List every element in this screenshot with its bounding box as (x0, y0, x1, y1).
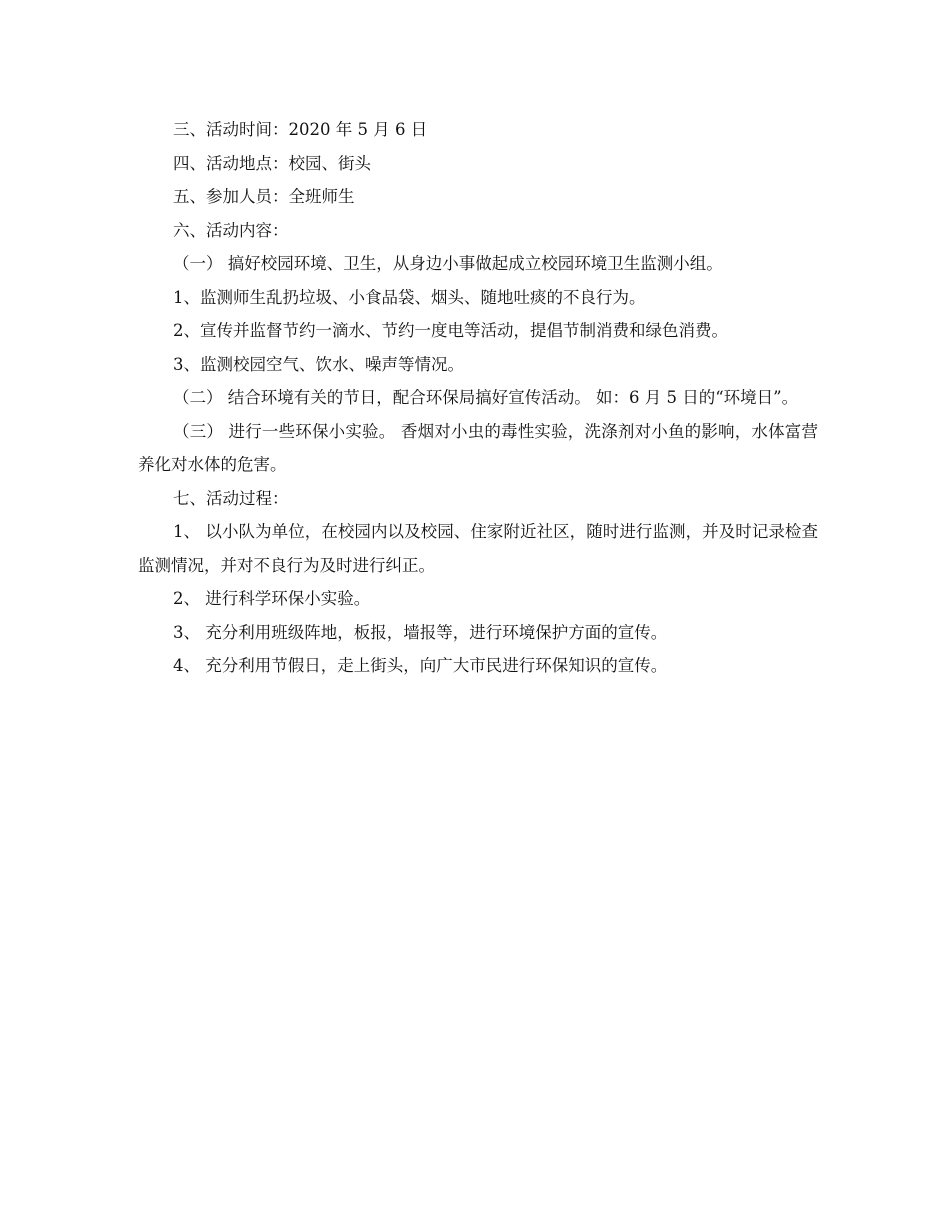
activity-time-line: 三、活动时间：2020 年 5 月 6 日 (173, 120, 428, 139)
content-item-1: （一） 搞好校园环境、卫生，从身边小事做起成立校园环境卫生监测小组。 (173, 254, 723, 273)
content-subitem-3: 3、监测校园空气、饮水、噪声等情况。 (173, 354, 464, 374)
activity-location-line: 四、活动地点：校园、街头 (173, 153, 371, 173)
activity-process-heading: 七、活动过程： (173, 488, 289, 508)
activity-content-heading: 六、活动内容： (173, 220, 289, 240)
content-item-3: （三） 进行一些环保小实验。 香烟对小虫的毒性实验，洗涤剂对小鱼的影响，水体富营养化对水体的危害。 (138, 421, 818, 474)
content-item-2: （二） 结合环境有关的节日，配合环保局搞好宣传活动。 如：6 月 5 日的“环境日”。 (173, 388, 799, 407)
process-step-2: 2、 进行科学环保小实验。 (173, 589, 371, 608)
document-body (138, 113, 818, 683)
process-step-1: 1、 以小队为单位，在校园内以及校园、住家附近社区，随时进行监测，并及时记录检查监测情况，并对不良行为及时进行纠正。 (138, 522, 818, 575)
participants-line: 五、参加人员：全班师生 (173, 187, 355, 206)
process-step-3: 3、 充分利用班级阵地，板报，墙报等，进行环境保护方面的宣传。 (173, 622, 668, 642)
process-step-4: 4、 充分利用节假日，走上街头，向广大市民进行环保知识的宣传。 (173, 656, 668, 675)
content-subitem-2: 2、宣传并监督节约一滴水、节约一度电等活动，提倡节制消费和绿色消费。 (173, 321, 728, 340)
content-subitem-1: 1、监测师生乱扔垃圾、小食品袋、烟头、随地吐痰的不良行为。 (173, 287, 646, 307)
